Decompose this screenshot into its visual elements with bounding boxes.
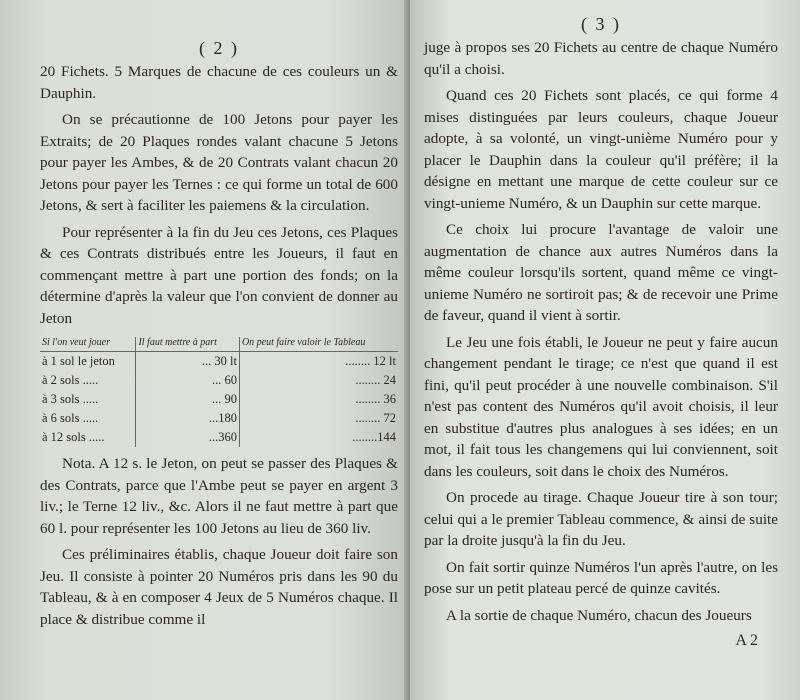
page-number: ( 2 ) <box>199 38 239 58</box>
table-cell: à 6 sols ..... <box>42 411 99 425</box>
table-header: Si l'on veut jouer <box>40 337 136 352</box>
paragraph: On fait sortir quinze Numéros l'un après l'autre, on les pose sur un petit plateau percé de quinze cavités. <box>424 558 778 597</box>
table-cell: ........ 12 lt <box>239 352 398 372</box>
table-row <box>40 352 398 372</box>
signature-mark: A 2 <box>735 632 758 649</box>
table-row <box>40 371 398 390</box>
paragraph: juge à propos ses 20 Fichets au centre de chaque Numéro qu'il a choisi. <box>424 39 778 78</box>
table-cell: ........ 24 <box>239 371 398 390</box>
table-header: Il faut mettre à part <box>136 337 240 352</box>
paragraph: Pour représenter à la fin du Jeu ces Jetons, ces Plaques & ces Contrats distribués entre les Joueurs, il faut en commençant mettre à part une portion des fonds; on la détermine d'après la valeur que l'on convient de donner au Jeton <box>40 223 398 327</box>
stakes-table <box>40 337 398 447</box>
table-cell: ........ 36 <box>239 390 398 409</box>
table-cell: à 3 sols ..... <box>42 392 99 406</box>
paragraph: Ces préliminaires établis, chaque Joueur doit faire son Jeu. Il consiste à pointer 20 Numéros pris dans les 90 du Tableau, & à en composer 4 Jeux de 5 Numéros chaque. Il place & distribue comme il <box>40 546 398 628</box>
table-cell: ........144 <box>239 428 398 447</box>
table-cell: à 2 sols ..... <box>42 373 99 387</box>
table-cell: ...180 <box>136 409 240 428</box>
table-row <box>40 409 398 428</box>
table-cell: ........ 72 <box>239 409 398 428</box>
table-header-row <box>40 337 398 352</box>
table-cell: à 12 sols ..... <box>42 430 105 444</box>
paragraph: A la sortie de chaque Numéro, chacun des Joueurs <box>446 606 752 624</box>
right-page <box>410 0 800 700</box>
table-cell: ... 30 lt <box>136 352 240 372</box>
paragraph: On se précautionne de 100 Jetons pour payer les Extraits; de 20 Plaques rondes valant chacune 5 Jetons pour payer les Ambes, & de 20 Contrats valant chacun 20 Jetons pour payer les Ternes : ce qui forme un total de 600 Jetons, & sert à faciliter les paiemens & la circulation. <box>40 111 398 214</box>
paragraph: Quand ces 20 Fichets sont placés, ce qui forme 4 mises distinguées par leurs couleurs, chaque Joueur adopte, à sa volonté, un vingt-unième Numéro pour y placer le Dauphin dans la couleur qu'il préfère; il la désigne en mettant une marque de cette couleur sur ce vingt-unieme Numéro, & un Dauphin sur cette marque. <box>424 87 778 212</box>
paragraph: Nota. A 12 s. le Jeton, on peut se passer des Plaques & des Contrats, parce que l'Ambe peut se payer en argent 3 liv.; le Terne 12 liv., &c. Alors il ne faut mettre à part que 60 l. pour représenter les 100 Jetons au lieu de 360 liv. <box>40 455 398 537</box>
paragraph: Ce choix lui procure l'avantage de valoir une augmentation de chance aux autres Numéros dans la même couleur lorsqu'ils sortent, quand même ce vingt-unieme Numéro ne sortiroit pas; & de recevoir une Prime de faveur, quand il vient à sortir. <box>424 221 778 324</box>
table-row <box>40 428 398 447</box>
paragraph: On procede au tirage. Chaque Joueur tire à son tour; celui qui a le premier Tableau commence, & ainsi de suite par la droite jusqu'à la fin du Jeu. <box>424 489 778 549</box>
paragraph: 20 Fichets. 5 Marques de chacune de ces couleurs un & Dauphin. <box>40 63 398 102</box>
table-cell: à 1 sol le jeton <box>42 354 115 368</box>
page-number: ( 3 ) <box>581 14 621 34</box>
table-cell: ... 90 <box>136 390 240 409</box>
paragraph: Le Jeu une fois établi, le Joueur ne peut y faire aucun changement pendant le tirage; ce n'est que quand il est fini, qu'il peut procéder à une nouvelle combinaison. S'il n'est pas content des Numéros qu'il avoit choisis, il leur en substitue d'autres plus analogues à ses idées; en un mot, il fait tous les changemens qui lui conviennent, soit dans les couleurs, soit dans le choix des Numéros. <box>424 333 778 480</box>
table-cell: ...360 <box>136 428 240 447</box>
table-row <box>40 390 398 409</box>
table-cell: ... 60 <box>136 371 240 390</box>
table-header: On peut faire valoir le Tableau <box>239 337 398 352</box>
